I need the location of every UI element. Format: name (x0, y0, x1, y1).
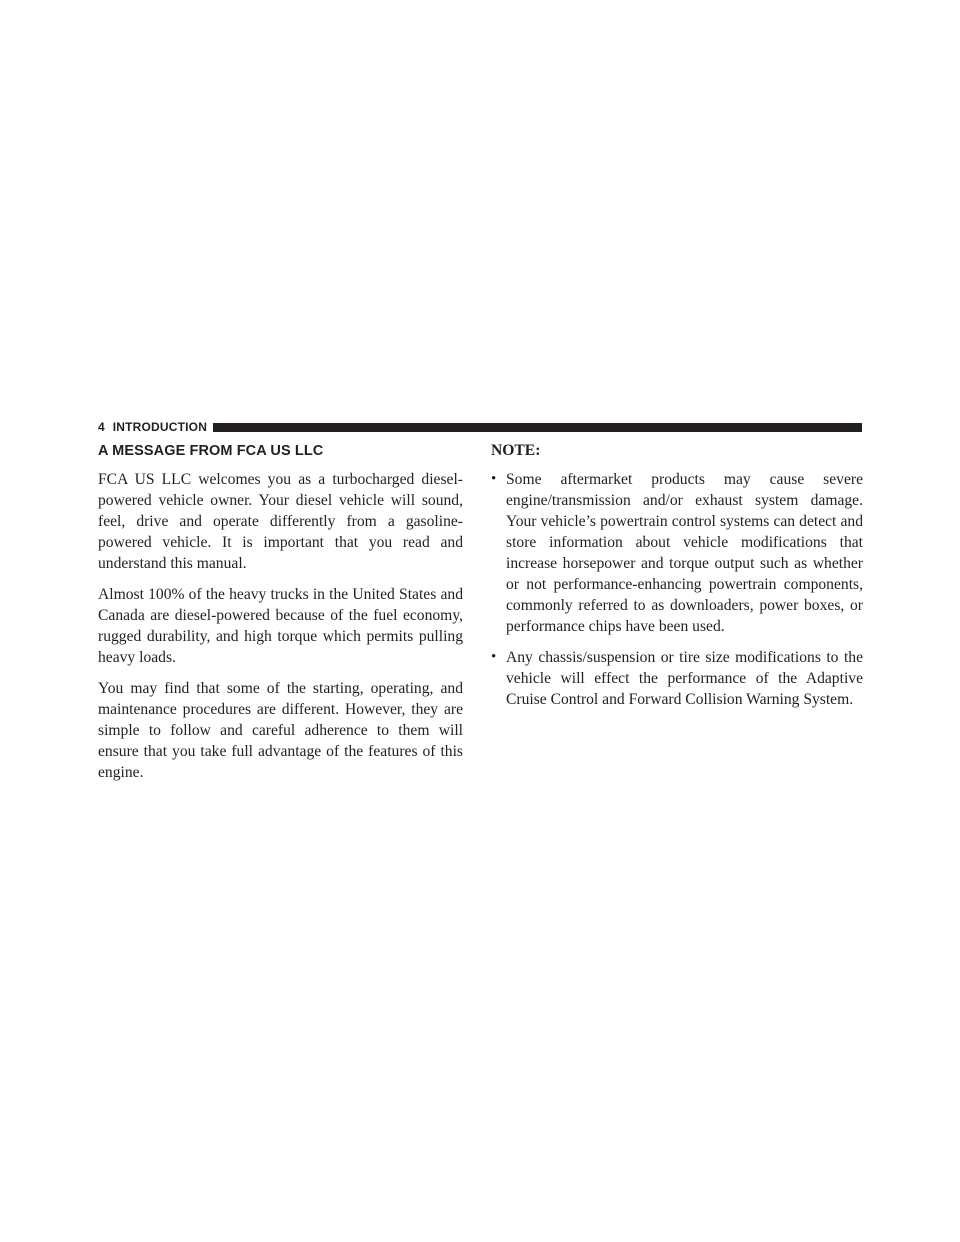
list-item (491, 469, 863, 637)
paragraph-heavy-trucks: Almost 100% of the heavy trucks in the United States and Canada are diesel-powered because of the fuel economy, rugged durability, and high torque which permits pulling heavy loads. (98, 586, 463, 666)
section-label: INTRODUCTION (112, 420, 208, 434)
bullet-icon: • (491, 649, 497, 665)
list-item (491, 647, 863, 710)
bullet-text-aftermarket: Some aftermarket products may cause severe engine/transmission and/or exhaust system damage. Your vehicle’s powertrain control systems can detect and store information about vehicle modifications that increase horsepower and torque output such as whether or not performance-enhancing powertrain components, commonly referred to as downloaders, power boxes, or performance chips have been used. (506, 471, 863, 635)
section-title: A MESSAGE FROM FCA US LLC (98, 443, 324, 459)
paragraph-welcome: FCA US LLC welcomes you as a turbocharged diesel-powered vehicle owner. Your diesel vehicle will sound, feel, drive and operate differently from a gasoline-powered vehicle. It is important that you read and understand this manual. (98, 471, 463, 572)
paragraph-procedures: You may find that some of the starting, operating, and maintenance procedures are different. However, they are simple to follow and careful adherence to them will ensure that you take full advantage of the features of this engine. (98, 680, 463, 781)
bullet-icon: • (491, 471, 497, 487)
note-title: NOTE: (491, 442, 541, 459)
note-bullet-list (491, 469, 863, 710)
bullet-text-chassis: Any chassis/suspension or tire size modifications to the vehicle will effect the performance of the Adaptive Cruise Control and Forward Collision Warning System. (506, 649, 863, 708)
header-rule (213, 423, 862, 432)
page-header (98, 420, 862, 434)
left-column (98, 442, 463, 793)
page-number: 4 (98, 420, 105, 434)
right-column (491, 442, 863, 720)
